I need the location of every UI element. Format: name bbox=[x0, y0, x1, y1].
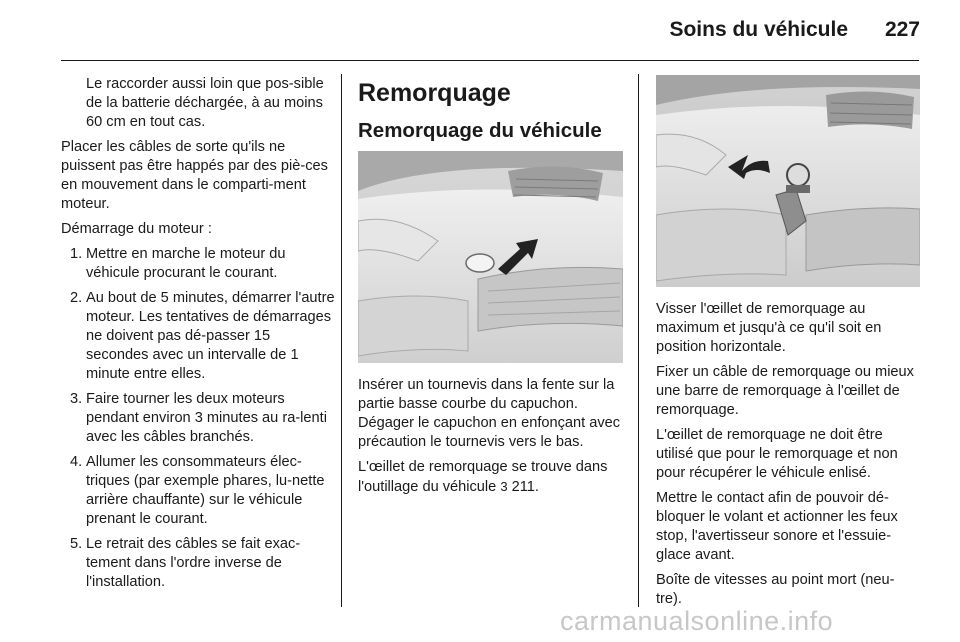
ignition-paragraph: Mettre le contact afin de pouvoir dé-bloquer le volant et actionner les feux stop, l'avertisseur sonore et l'essuie-glace avant. bbox=[656, 490, 898, 563]
section-title: Remorquage bbox=[358, 79, 511, 107]
step-text: Mettre en marche le moteur du véhicule procurant le courant. bbox=[86, 246, 286, 281]
step-text: Au bout de 5 minutes, démarrer l'autre moteur. Les tentatives de démarrages ne doivent pas dé-passer 15 secondes avec un intervalle de 1 minute entre elles. bbox=[86, 290, 335, 382]
cables-paragraph: Placer les câbles de sorte qu'ils ne puissent pas être happés par des piè-ces en mouvement dans le comparti-ment moteur. bbox=[61, 139, 328, 212]
page-number: 227 bbox=[884, 18, 920, 41]
attach-cable-paragraph: Fixer un câble de remorquage ou mieux une barre de remorquage à l'œillet de remorquage. bbox=[656, 364, 914, 418]
step-number: 1. bbox=[70, 246, 83, 262]
step-number: 2. bbox=[70, 290, 83, 306]
column-right bbox=[656, 75, 920, 615]
column-middle bbox=[358, 75, 623, 503]
step-item bbox=[61, 453, 336, 529]
column-left bbox=[61, 75, 336, 598]
step-text: Allumer les consommateurs élec-triques (par exemple phares, lu-nette arrière chauffante) sur le véhicule prenant le courant. bbox=[86, 454, 325, 527]
tow-cap-removal-illustration bbox=[358, 151, 623, 363]
neutral-gear-paragraph: Boîte de vitesses au point mort (neu-tre). bbox=[656, 572, 895, 607]
step-item bbox=[61, 289, 336, 384]
page-reference-link[interactable]: 211. bbox=[511, 479, 539, 495]
column-divider-left bbox=[341, 74, 342, 607]
step-number: 4. bbox=[70, 454, 83, 470]
step-item bbox=[61, 390, 336, 447]
subsection-title: Remorquage du véhicule bbox=[358, 119, 602, 142]
step-item bbox=[61, 245, 336, 283]
watermark-url: carmanualsonline.info bbox=[560, 606, 834, 636]
column-divider-right bbox=[638, 74, 639, 607]
step-number: 5. bbox=[70, 536, 83, 552]
step-item bbox=[61, 535, 336, 592]
step-number: 3. bbox=[70, 391, 83, 407]
page-reference-icon: 3 bbox=[500, 479, 508, 494]
usage-warning-paragraph: L'œillet de remorquage ne doit être utilisé que pour le remorquage et non pour récupérer le véhicule enlisé. bbox=[656, 427, 898, 481]
step-text: Le retrait des câbles se fait exac-tement dans l'ordre inverse de l'installation. bbox=[86, 536, 301, 590]
tow-eye-location-paragraph: L'œillet de remorquage se trouve dans l'outillage du véhicule 3 211. bbox=[358, 459, 608, 495]
engine-start-label: Démarrage du moteur : bbox=[61, 221, 212, 237]
intro-continued-text: Le raccorder aussi loin que pos-sible de la batterie déchargée, à au moins 60 cm en tout cas. bbox=[86, 76, 324, 130]
step-text: Faire tourner les deux moteurs pendant environ 3 minutes au ra-lenti avec les câbles branchés. bbox=[86, 391, 327, 445]
tow-eye-install-illustration bbox=[656, 75, 920, 287]
page-header-title: Soins du véhicule bbox=[669, 18, 848, 41]
header-divider bbox=[61, 60, 919, 61]
start-steps-list bbox=[61, 245, 336, 592]
screwdriver-paragraph: Insérer un tournevis dans la fente sur la partie basse courbe du capuchon. Dégager le capuchon en enfonçant avec précaution le tournevis vers le bas. bbox=[358, 377, 621, 450]
screw-eye-paragraph: Visser l'œillet de remorquage au maximum et jusqu'à ce qu'il soit en position horizontale. bbox=[656, 301, 882, 355]
